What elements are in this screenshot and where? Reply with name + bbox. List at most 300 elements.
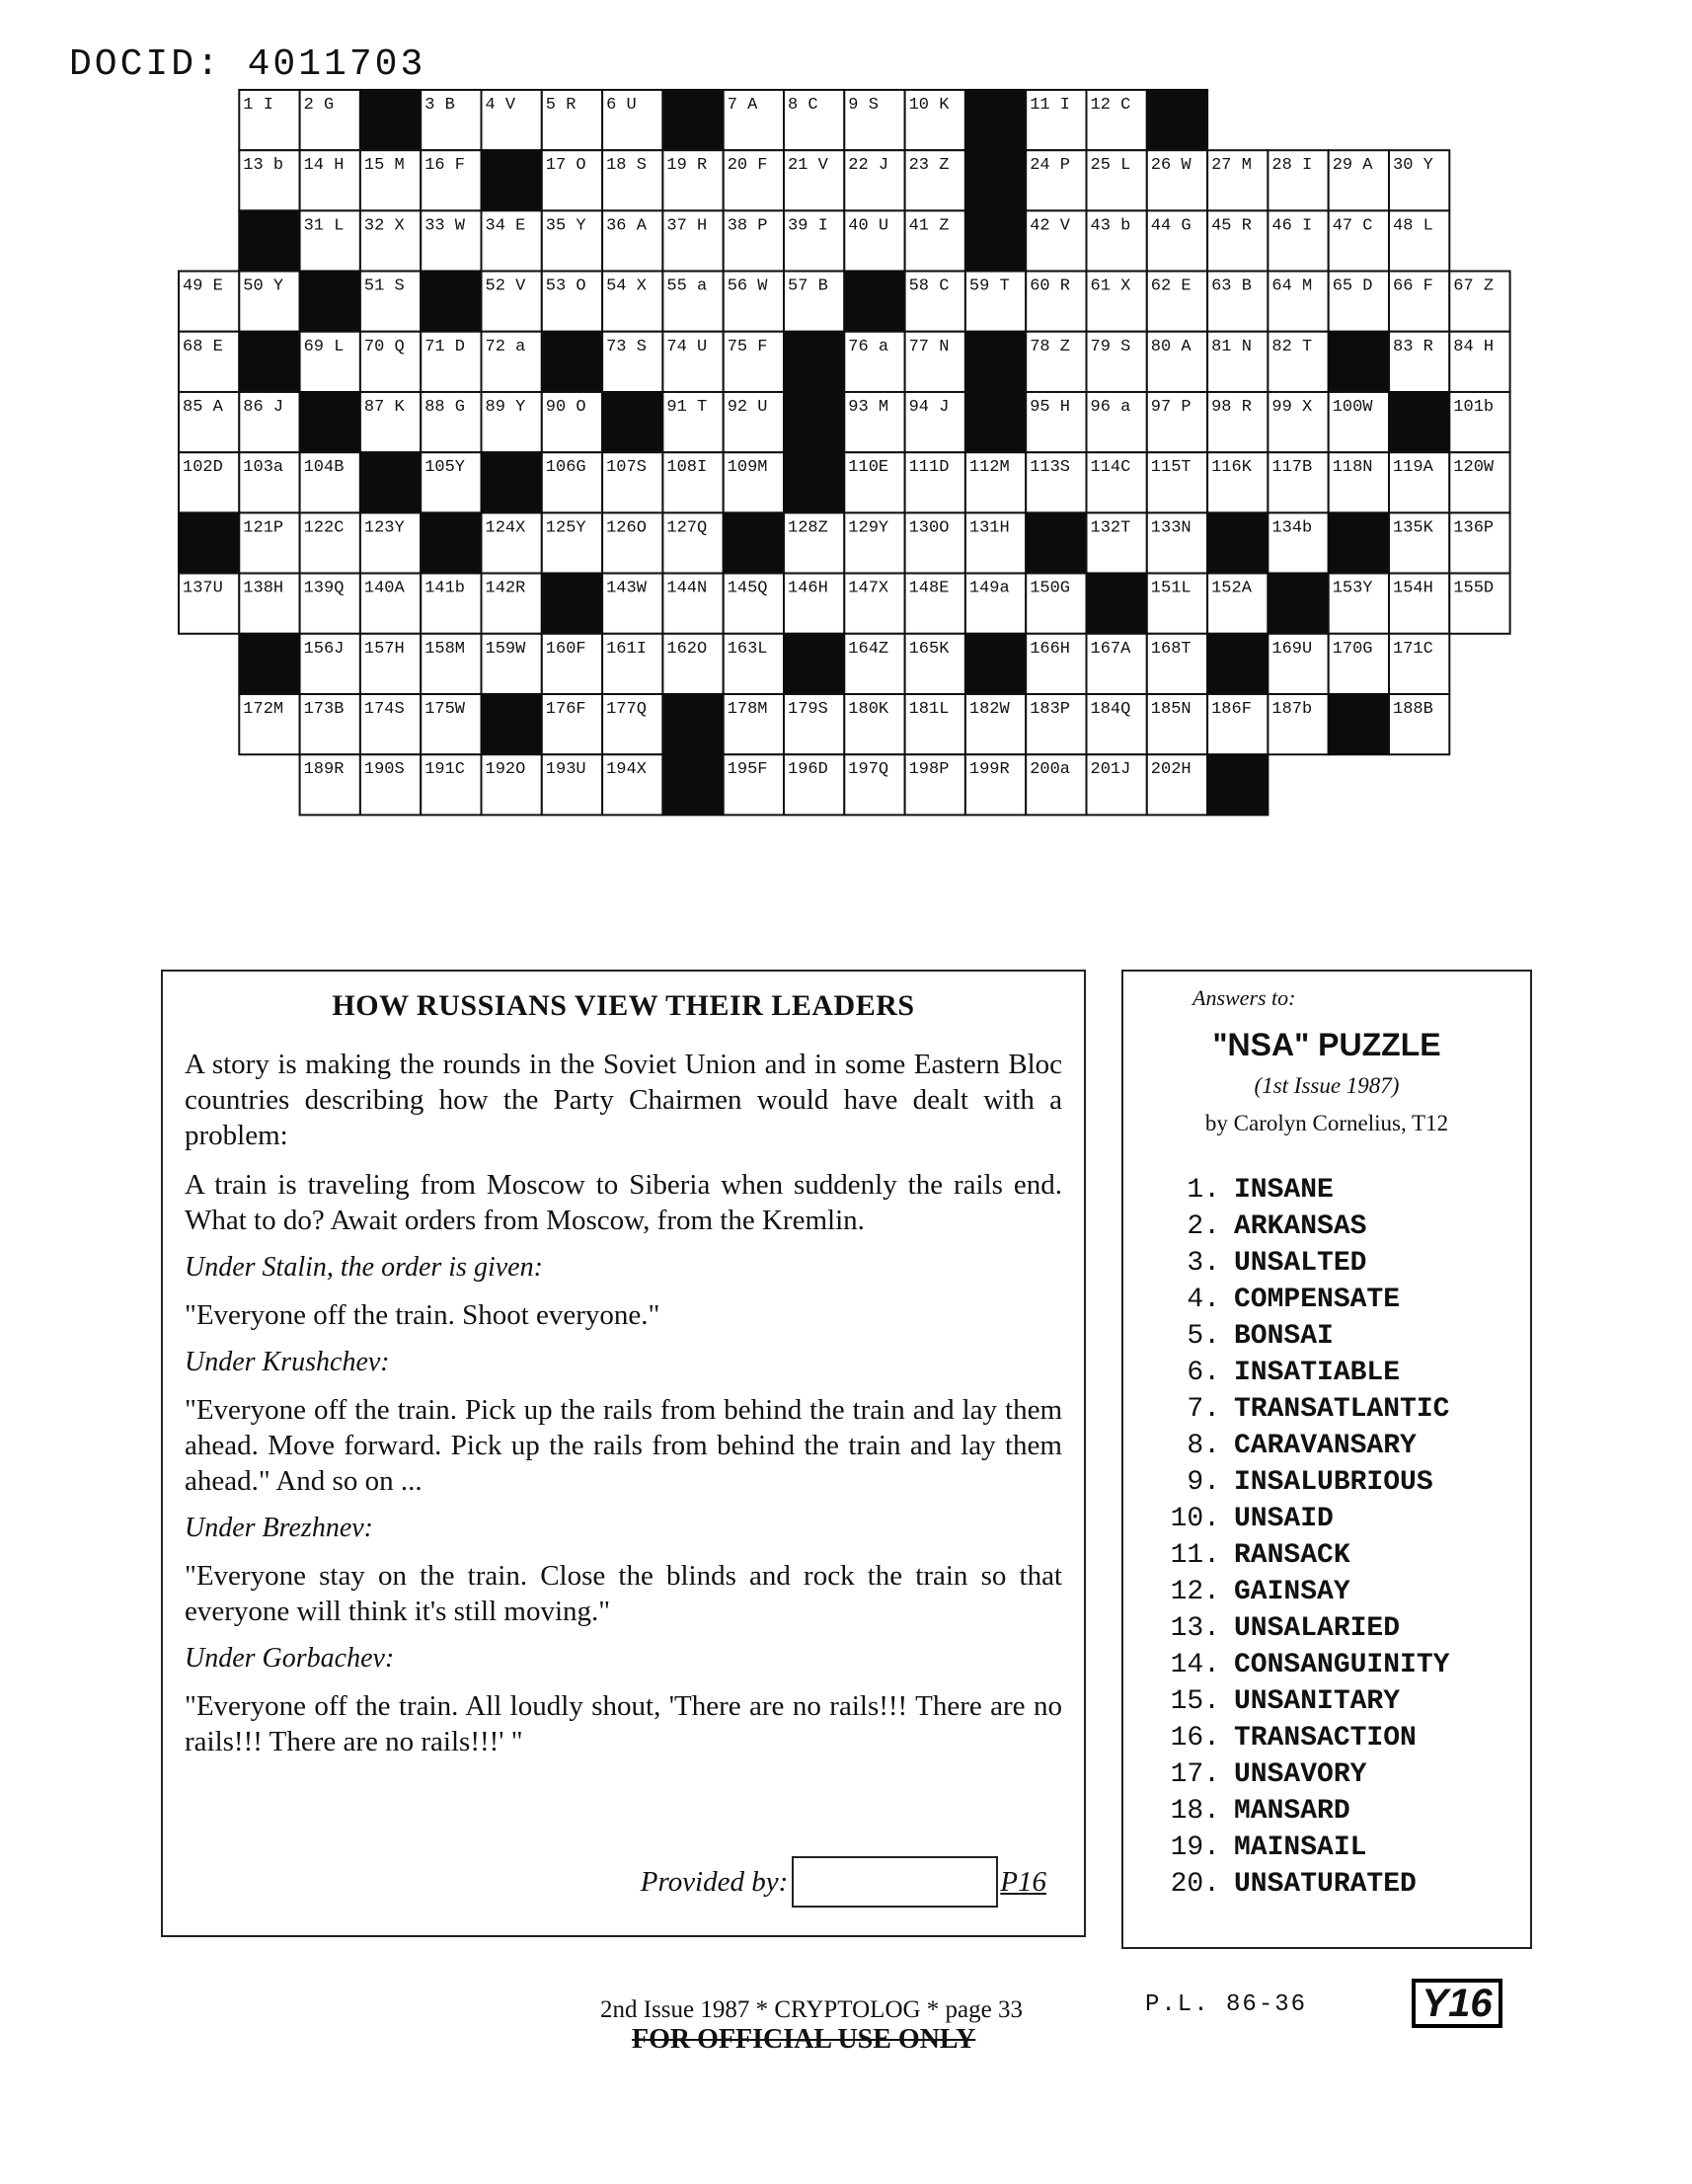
black-square	[784, 332, 844, 392]
cell-label: 40 U	[848, 216, 889, 236]
answers-box	[1121, 970, 1532, 1949]
cell-label: 63 B	[1211, 276, 1252, 296]
cell-label: 19 R	[666, 156, 708, 176]
cell-label: 58 C	[908, 276, 950, 296]
cell-label: 77 N	[908, 337, 950, 356]
quote-gorbachev: "Everyone off the train. All loudly shout, 'There are no rails!!! There are no rails!!! There are no rails!!!' "	[185, 1690, 1062, 1757]
black-square	[1207, 512, 1268, 573]
answer-word: INSATIABLE	[1234, 1358, 1401, 1388]
black-square	[662, 754, 723, 815]
cell-label: 88 G	[424, 398, 466, 417]
provided-by-code: P16	[1000, 1865, 1046, 1898]
cell-label: 54 X	[606, 276, 647, 296]
answer-word: RANSACK	[1234, 1540, 1350, 1571]
cell-label: 140A	[363, 579, 405, 598]
black-square	[965, 634, 1026, 694]
answer-word: UNSAVORY	[1234, 1759, 1367, 1790]
answer-item	[1163, 1282, 1510, 1318]
cell-label: 20 F	[727, 156, 768, 176]
black-square	[662, 694, 723, 754]
answer-item	[1163, 1245, 1510, 1282]
cell-label: 97 P	[1150, 398, 1192, 417]
quote-brezhnev: "Everyone stay on the train. Close the blinds and rock the train so that everyone will think it's still moving."	[185, 1560, 1062, 1627]
story-box	[161, 970, 1086, 1937]
cell-label: 1 I	[243, 96, 273, 115]
cell-label: 48 L	[1393, 216, 1433, 236]
cell-label: 181L	[908, 700, 950, 719]
black-square	[1026, 512, 1086, 573]
answer-number: 3.	[1187, 1248, 1220, 1279]
black-square	[300, 392, 360, 452]
cell-label: 3 B	[424, 96, 455, 115]
cell-label: 126O	[606, 518, 647, 538]
cell-label: 121P	[243, 518, 284, 538]
cell-label: 171C	[1393, 639, 1433, 659]
black-square	[482, 694, 542, 754]
cell-label: 83 R	[1393, 337, 1433, 356]
cell-label: 183P	[1030, 700, 1071, 719]
cell-label: 152A	[1211, 579, 1252, 598]
cell-label: 39 I	[788, 216, 828, 236]
black-square	[965, 210, 1026, 271]
cell-label: 134b	[1271, 518, 1313, 538]
cell-label: 9 S	[848, 96, 879, 115]
cell-label: 102D	[183, 458, 223, 478]
answer-number: 11.	[1170, 1540, 1220, 1571]
cell-label: 10 K	[908, 96, 950, 115]
answer-number: 18.	[1170, 1796, 1220, 1827]
cell-label: 79 S	[1090, 337, 1131, 356]
quote-krushchev: "Everyone off the train. Pick up the rails from behind the train and lay them ahead. Move forward. Pick up the rails from behind the train and lay them ahead." And so on ...	[185, 1394, 1062, 1497]
cell-label: 85 A	[183, 398, 223, 417]
cell-label: 127Q	[666, 518, 708, 538]
answer-word: CONSANGUINITY	[1234, 1650, 1450, 1680]
answer-word: INSANE	[1234, 1175, 1334, 1206]
cell-label: 136P	[1453, 518, 1495, 538]
cell-label: 31 L	[303, 216, 345, 236]
answer-word: UNSATURATED	[1234, 1869, 1417, 1900]
cell-label: 141b	[424, 579, 466, 598]
cell-label: 160F	[545, 639, 586, 659]
answer-number: 6.	[1187, 1358, 1220, 1388]
cell-label: 53 O	[545, 276, 586, 296]
cell-label: 106G	[545, 458, 586, 478]
black-square	[602, 392, 662, 452]
cell-label: 87 K	[363, 398, 405, 417]
answer-item	[1163, 1574, 1510, 1610]
answer-number: 4.	[1187, 1285, 1220, 1315]
cell-label: 107S	[606, 458, 647, 478]
cell-label: 111D	[908, 458, 950, 478]
answer-number: 15.	[1170, 1686, 1220, 1717]
cell-label: 153Y	[1332, 579, 1373, 598]
cell-label: 24 P	[1030, 156, 1071, 176]
cell-label: 137U	[183, 579, 223, 598]
cell-label: 178M	[727, 700, 768, 719]
answer-word: UNSALARIED	[1234, 1613, 1401, 1644]
black-square	[965, 332, 1026, 392]
answer-word: GAINSAY	[1234, 1577, 1350, 1607]
cell-label: 43 b	[1090, 216, 1131, 236]
y16-stamp: Y16	[1412, 1979, 1502, 2028]
cell-label: 101b	[1453, 398, 1495, 417]
cell-label: 201J	[1090, 760, 1131, 780]
cell-label: 27 M	[1211, 156, 1252, 176]
cell-label: 57 B	[788, 276, 828, 296]
cell-label: 91 T	[666, 398, 708, 417]
cell-label: 55 a	[666, 276, 708, 296]
cell-label: 132T	[1090, 518, 1131, 538]
cell-label: 82 T	[1271, 337, 1313, 356]
cell-label: 193U	[545, 760, 586, 780]
cell-label: 138H	[243, 579, 284, 598]
cell-label: 142R	[485, 579, 526, 598]
answer-number: 10.	[1170, 1504, 1220, 1534]
cell-label: 179S	[788, 700, 828, 719]
black-square	[360, 452, 421, 512]
cell-label: 131H	[968, 518, 1010, 538]
answer-number: 12.	[1170, 1577, 1220, 1607]
cell-label: 147X	[848, 579, 889, 598]
cell-label: 165K	[908, 639, 950, 659]
cell-label: 72 a	[485, 337, 526, 356]
cell-label: 162O	[666, 639, 708, 659]
cell-label: 188B	[1393, 700, 1433, 719]
answers-issue: (1st Issue 1987)	[1254, 1073, 1400, 1098]
cell-label: 96 a	[1090, 398, 1131, 417]
cell-label: 92 U	[727, 398, 768, 417]
answer-number: 19.	[1170, 1833, 1220, 1863]
cell-label: 148E	[908, 579, 950, 598]
black-square	[421, 272, 481, 332]
black-square	[965, 392, 1026, 452]
cell-label: 25 L	[1090, 156, 1131, 176]
answer-word: TRANSACTION	[1234, 1723, 1417, 1754]
cell-label: 199R	[968, 760, 1010, 780]
cell-label: 68 E	[183, 337, 223, 356]
black-square	[1329, 694, 1389, 754]
answer-item	[1163, 1537, 1510, 1574]
cell-label: 143W	[606, 579, 647, 598]
cell-label: 60 R	[1030, 276, 1071, 296]
black-square	[784, 634, 844, 694]
cell-label: 200a	[1030, 760, 1071, 780]
answer-word: UNSANITARY	[1234, 1686, 1401, 1717]
cell-label: 50 Y	[243, 276, 284, 296]
black-square	[239, 332, 299, 392]
cell-label: 5 R	[545, 96, 577, 115]
cell-label: 124X	[485, 518, 526, 538]
answers-label: Answers to:	[1192, 985, 1296, 1010]
cell-label: 99 X	[1271, 398, 1313, 417]
cell-label: 180K	[848, 700, 889, 719]
cell-label: 95 H	[1030, 398, 1071, 417]
cell-label: 93 M	[848, 398, 889, 417]
cell-label: 166H	[1030, 639, 1071, 659]
cell-label: 189R	[303, 760, 345, 780]
cell-label: 12 C	[1090, 96, 1131, 115]
cell-label: 80 A	[1150, 337, 1192, 356]
story-intro: A story is making the rounds in the Soviet Union and in some Eastern Bloc countries describing how the Party Chairmen would have dealt with a problem:	[185, 1049, 1062, 1151]
answer-item	[1163, 1756, 1510, 1793]
black-square	[1207, 634, 1268, 694]
cell-label: 34 E	[485, 216, 526, 236]
answer-number: 8.	[1187, 1431, 1220, 1461]
black-square	[784, 452, 844, 512]
document-id: DOCID: 4011703	[69, 43, 426, 86]
answer-number: 7.	[1187, 1394, 1220, 1425]
cell-label: 64 M	[1271, 276, 1313, 296]
black-square	[1329, 512, 1389, 573]
cell-label: 155D	[1453, 579, 1495, 598]
black-square	[1389, 392, 1449, 452]
answers-title: "NSA" PUZZLE	[1212, 1027, 1441, 1062]
answer-item	[1163, 1720, 1510, 1756]
cell-label: 38 P	[727, 216, 768, 236]
cell-label: 157H	[363, 639, 405, 659]
cell-label: 32 X	[363, 216, 405, 236]
cell-label: 195F	[727, 760, 768, 780]
cell-label: 196D	[788, 760, 828, 780]
cell-label: 123Y	[363, 518, 405, 538]
cell-label: 169U	[1271, 639, 1313, 659]
answer-number: 14.	[1170, 1650, 1220, 1680]
answer-number: 16.	[1170, 1723, 1220, 1754]
cell-label: 6 U	[606, 96, 637, 115]
cell-label: 33 W	[424, 216, 466, 236]
answer-number: 5.	[1187, 1321, 1220, 1352]
cell-label: 2 G	[303, 96, 335, 115]
black-square	[239, 210, 299, 271]
answer-item	[1163, 1610, 1510, 1647]
footer-classification: FOR OFFICIAL USE ONLY	[632, 2024, 976, 2055]
cell-label: 44 G	[1150, 216, 1192, 236]
black-square	[542, 574, 602, 634]
black-square	[482, 150, 542, 210]
heading-brezhnev: Under Brezhnev:	[185, 1513, 374, 1543]
answer-item	[1163, 1866, 1510, 1903]
answers-list	[1143, 1172, 1510, 1903]
story-title: HOW RUSSIANS VIEW THEIR LEADERS	[332, 989, 915, 1022]
answer-number: 13.	[1170, 1613, 1220, 1644]
cell-label: 192O	[485, 760, 526, 780]
cell-label: 21 V	[788, 156, 828, 176]
cell-label: 45 R	[1211, 216, 1252, 236]
black-square	[1087, 574, 1147, 634]
cell-label: 115T	[1150, 458, 1192, 478]
answer-item	[1163, 1464, 1510, 1501]
cell-label: 145Q	[727, 579, 768, 598]
cell-label: 8 C	[788, 96, 818, 115]
cell-label: 159W	[485, 639, 526, 659]
public-law-marking: P.L. 86-36	[1145, 1991, 1308, 2018]
cell-label: 108I	[666, 458, 708, 478]
black-square	[1329, 332, 1389, 392]
cell-label: 194X	[606, 760, 647, 780]
answer-item	[1163, 1501, 1510, 1537]
cell-label: 114C	[1090, 458, 1131, 478]
cell-label: 116K	[1211, 458, 1252, 478]
answer-word: COMPENSATE	[1234, 1285, 1401, 1315]
cell-label: 110E	[848, 458, 889, 478]
cell-label: 56 W	[727, 276, 768, 296]
black-square	[844, 272, 904, 332]
cell-label: 104B	[303, 458, 345, 478]
provided-by	[641, 1856, 1046, 1908]
cell-label: 30 Y	[1393, 156, 1433, 176]
black-square	[421, 512, 481, 573]
cell-label: 175W	[424, 700, 466, 719]
cell-label: 76 a	[848, 337, 889, 356]
cell-label: 14 H	[303, 156, 345, 176]
cell-label: 73 S	[606, 337, 647, 356]
cell-label: 163L	[727, 639, 768, 659]
answer-item	[1163, 1355, 1510, 1391]
cell-label: 81 N	[1211, 337, 1252, 356]
cell-label: 7 A	[727, 96, 758, 115]
cell-label: 70 Q	[363, 337, 405, 356]
cell-label: 151L	[1150, 579, 1192, 598]
cell-label: 16 F	[424, 156, 466, 176]
cell-label: 105Y	[424, 458, 466, 478]
black-square	[1207, 754, 1268, 815]
cell-label: 86 J	[243, 398, 284, 417]
black-square	[784, 392, 844, 452]
cell-label: 17 O	[545, 156, 586, 176]
cell-label: 15 M	[363, 156, 405, 176]
cell-label: 59 T	[968, 276, 1010, 296]
answer-item	[1163, 1647, 1510, 1683]
cell-label: 130O	[908, 518, 950, 538]
answer-word: MANSARD	[1234, 1796, 1350, 1827]
answer-word: TRANSATLANTIC	[1234, 1394, 1450, 1425]
cell-label: 42 V	[1030, 216, 1071, 236]
black-square	[360, 90, 421, 150]
cell-label: 75 F	[727, 337, 768, 356]
cell-label: 128Z	[788, 518, 828, 538]
cell-label: 191C	[424, 760, 466, 780]
cell-label: 161I	[606, 639, 647, 659]
cell-label: 133N	[1150, 518, 1192, 538]
black-square	[662, 90, 723, 150]
answer-item	[1163, 1318, 1510, 1355]
cell-label: 113S	[1030, 458, 1071, 478]
cell-label: 28 I	[1271, 156, 1313, 176]
cell-label: 158M	[424, 639, 466, 659]
cell-label: 135K	[1393, 518, 1433, 538]
black-square	[1147, 90, 1207, 150]
cell-label: 190S	[363, 760, 405, 780]
cell-label: 41 Z	[908, 216, 950, 236]
cell-label: 37 H	[666, 216, 708, 236]
cell-label: 164Z	[848, 639, 889, 659]
cell-label: 62 E	[1150, 276, 1192, 296]
answer-number: 20.	[1170, 1869, 1220, 1900]
cell-label: 61 X	[1090, 276, 1131, 296]
cell-label: 23 Z	[908, 156, 950, 176]
answer-number: 9.	[1187, 1467, 1220, 1498]
cell-label: 94 J	[908, 398, 950, 417]
cell-label: 174S	[363, 700, 405, 719]
cell-label: 146H	[788, 579, 828, 598]
cell-label: 122C	[303, 518, 345, 538]
cell-label: 84 H	[1453, 337, 1495, 356]
cell-label: 185N	[1150, 700, 1192, 719]
cell-label: 173B	[303, 700, 345, 719]
answer-word: UNSALTED	[1234, 1248, 1367, 1279]
answer-number: 1.	[1187, 1175, 1220, 1206]
cell-label: 78 Z	[1030, 337, 1071, 356]
black-square	[482, 452, 542, 512]
black-square	[1268, 574, 1328, 634]
cell-label: 112M	[968, 458, 1010, 478]
cell-label: 22 J	[848, 156, 889, 176]
cell-label: 186F	[1211, 700, 1252, 719]
cell-label: 197Q	[848, 760, 889, 780]
cell-label: 13 b	[243, 156, 284, 176]
cell-label: 202H	[1150, 760, 1192, 780]
black-square	[239, 634, 299, 694]
black-square	[179, 512, 239, 573]
cell-label: 49 E	[183, 276, 223, 296]
answer-item	[1163, 1391, 1510, 1428]
cell-label: 103a	[243, 458, 284, 478]
cell-label: 4 V	[485, 96, 516, 115]
answer-word: UNSAID	[1234, 1504, 1334, 1534]
cell-label: 129Y	[848, 518, 889, 538]
heading-krushchev: Under Krushchev:	[185, 1347, 390, 1377]
cell-label: 117B	[1271, 458, 1313, 478]
cell-label: 156J	[303, 639, 345, 659]
cell-label: 98 R	[1211, 398, 1252, 417]
cell-label: 168T	[1150, 639, 1192, 659]
cell-label: 65 D	[1332, 276, 1373, 296]
cell-label: 198P	[908, 760, 950, 780]
answers-byline: by Carolyn Cornelius, T12	[1204, 1111, 1449, 1135]
cell-label: 90 O	[545, 398, 586, 417]
cell-label: 51 S	[363, 276, 405, 296]
black-square	[724, 512, 784, 573]
cell-label: 177Q	[606, 700, 647, 719]
cell-label: 71 D	[424, 337, 466, 356]
answer-item	[1163, 1209, 1510, 1245]
cell-label: 176F	[545, 700, 586, 719]
black-square	[965, 150, 1026, 210]
redaction-box	[792, 1856, 998, 1908]
cell-label: 119A	[1393, 458, 1433, 478]
answer-word: INSALUBRIOUS	[1234, 1467, 1433, 1498]
cell-label: 139Q	[303, 579, 345, 598]
cell-label: 150G	[1030, 579, 1071, 598]
cell-label: 46 I	[1271, 216, 1313, 236]
cell-label: 36 A	[606, 216, 647, 236]
heading-gorbachev: Under Gorbachev:	[185, 1643, 395, 1674]
answer-word: MAINSAIL	[1234, 1833, 1367, 1863]
answer-item	[1163, 1172, 1510, 1209]
answer-item	[1163, 1428, 1510, 1464]
answer-number: 17.	[1170, 1759, 1220, 1790]
black-square	[542, 332, 602, 392]
provided-by-label: Provided by:	[640, 1865, 789, 1898]
cell-label: 125Y	[545, 518, 586, 538]
cell-label: 11 I	[1030, 96, 1071, 115]
cell-label: 172M	[243, 700, 284, 719]
answer-number: 2.	[1187, 1211, 1220, 1242]
cell-label: 74 U	[666, 337, 708, 356]
story-setup: A train is traveling from Moscow to Siberia when suddenly the rails end. What to do? Await orders from Moscow, from the Kremlin.	[185, 1169, 1062, 1236]
cell-label: 52 V	[485, 276, 526, 296]
answer-item	[1163, 1683, 1510, 1720]
